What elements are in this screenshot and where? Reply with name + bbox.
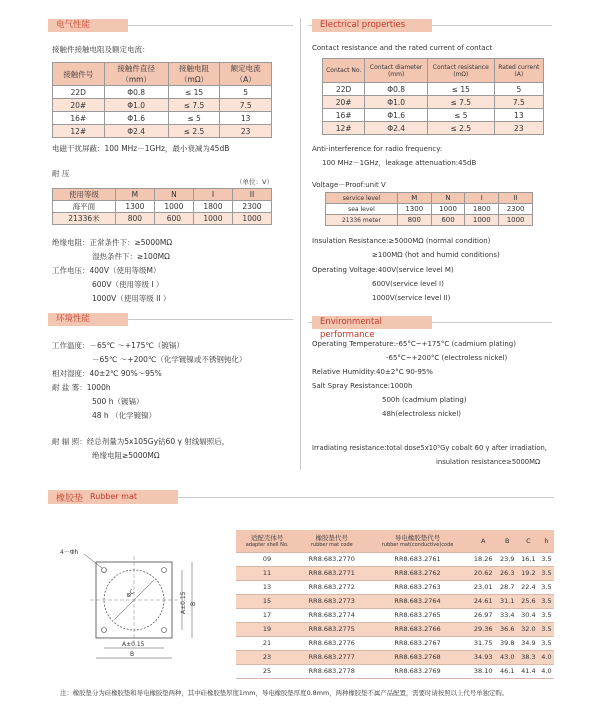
rubber-mat-table: [236, 530, 554, 679]
table-cell: 30.4: [518, 608, 539, 622]
table-header-row: [326, 193, 533, 204]
cn-insulation-2: 湿热条件下：≥100MΩ: [92, 252, 170, 261]
table-cell: 15: [236, 594, 298, 608]
divider-line: [432, 322, 552, 323]
table-row: [323, 83, 544, 96]
table-cell: 26.97: [470, 608, 497, 622]
table-cell: RR8.683.2764: [365, 594, 469, 608]
cn-salt-1: 耐 盐 雾：1000h: [52, 383, 111, 392]
table-cell: 18.26: [470, 552, 497, 566]
table-cell: 26.3: [497, 566, 518, 580]
table-cell: 3.5: [539, 622, 554, 636]
table-cell: 25: [236, 664, 298, 678]
table-cell: 22.4: [518, 580, 539, 594]
table-cell: ≤ 2.5: [168, 125, 220, 138]
table-cell: 3.5: [539, 566, 554, 580]
table-header-cell: 接触件直径 （mm）: [104, 63, 168, 86]
table-cell: RR8.683.2767: [365, 636, 469, 650]
table-cell: Φ2.4: [365, 122, 428, 135]
label-a-bottom: A±0.15: [122, 641, 145, 648]
mat-title-en: Rubber mat: [90, 492, 138, 501]
table-cell: 13: [236, 580, 298, 594]
table-cell: 34.9: [518, 636, 539, 650]
table-header-cell: [470, 530, 497, 552]
table-cell: 36.6: [497, 622, 518, 636]
table-cell: Φ1.6: [365, 109, 428, 122]
cn-elec-title: 电气性能: [48, 19, 128, 32]
table-row: [53, 86, 272, 99]
divider-line: [178, 497, 554, 498]
en-voltage-title: Voltage－Proof:unit V: [312, 181, 386, 189]
table-cell: 38.10: [470, 664, 497, 678]
table-row: [326, 215, 533, 226]
table-cell: 800: [397, 215, 431, 226]
header-cn: 橡胶垫代号: [315, 534, 349, 543]
table-cell: RR8.683.2769: [365, 664, 469, 678]
table-cell: Φ2.4: [104, 125, 168, 138]
table-cell: 2300: [499, 204, 533, 215]
table-cell: 25.6: [518, 594, 539, 608]
label-c: ΦC: [125, 588, 137, 600]
table-cell: 29.36: [470, 622, 497, 636]
table-header-cell: 接触件号: [53, 63, 105, 86]
table-cell: 46.1: [497, 664, 518, 678]
divider-line: [128, 25, 293, 26]
table-cell: 23: [220, 125, 272, 138]
table-cell: RR8.683.2773: [298, 594, 365, 608]
table-header-cell: [518, 530, 539, 552]
table-row: [236, 636, 554, 650]
table-row: [236, 664, 554, 678]
table-cell: RR8.683.2762: [365, 566, 469, 580]
header-en: adapter shell No.: [245, 542, 289, 549]
table-cell: 20#: [53, 99, 105, 112]
table-cell: 11: [236, 566, 298, 580]
cn-salt-2: 500 h（镀镉）: [92, 397, 144, 406]
table-header-cell: Contact diameter (mm): [365, 59, 428, 83]
table-cell: RR8.683.2765: [365, 608, 469, 622]
table-cell: RR8.683.2775: [298, 622, 365, 636]
table-cell: 12#: [53, 125, 105, 138]
en-rad-1: Irradiating resistance:total dose5x10⁵Gy cobalt 60 γ after irradiation,: [312, 444, 547, 452]
table-cell: 1800: [465, 204, 499, 215]
cn-contact-caption: 接触件接触电阻及额定电流：: [52, 45, 150, 54]
table-header-row: [236, 530, 554, 552]
table-cell: RR8.683.2761: [365, 552, 469, 566]
table-cell: Φ1.6: [104, 112, 168, 125]
table-row: [236, 650, 554, 664]
table-cell: 20.62: [470, 566, 497, 580]
table-row: [236, 594, 554, 608]
table-row: [323, 96, 544, 109]
table-cell: 38.3: [518, 650, 539, 664]
table-header-cell: M: [115, 189, 154, 201]
table-cell: ≤ 7.5: [168, 99, 220, 112]
mounting-hole: [162, 628, 167, 633]
label-b-side: B: [190, 601, 197, 606]
header-cn: 导电橡胶垫代号: [394, 534, 441, 543]
table-cell: 32.0: [518, 622, 539, 636]
cn-voltage-title: 耐 压: [52, 169, 70, 178]
table-cell: 3.5: [539, 552, 554, 566]
table-cell: 1000: [431, 204, 465, 215]
table-row: [53, 213, 272, 225]
table-cell: 28.7: [497, 580, 518, 594]
table-cell: 1000: [465, 215, 499, 226]
table-header-row: [53, 189, 272, 201]
cn-emi: 电磁干扰屏蔽：100 MHz－1GHz，最小衰减为45dB: [52, 144, 230, 153]
table-cell: 23.01: [470, 580, 497, 594]
table-header-cell: Contact No.: [323, 59, 365, 83]
header-cn: 适配壳体号: [250, 534, 284, 543]
table-cell: 1300: [397, 204, 431, 215]
table-cell: 3.5: [539, 608, 554, 622]
en-elec-title: Electrical properties: [312, 19, 432, 32]
table-cell: 13: [494, 109, 543, 122]
cn-working-3: 1000V（使用等级 II ）: [92, 294, 171, 303]
table-cell: 3.5: [539, 636, 554, 650]
table-cell: ≤ 15: [168, 86, 220, 99]
table-cell: 31.75: [470, 636, 497, 650]
table-cell: 20#: [323, 96, 365, 109]
table-cell: 33.4: [497, 608, 518, 622]
table-cell: RR8.683.2777: [298, 650, 365, 664]
en-emi-2: 100 MHz－1GHz，leakage attenuation:45dB: [322, 159, 477, 167]
table-cell: 7.5: [494, 96, 543, 109]
mat-note: 注：橡胶垫分为硅橡胶垫和导电橡胶垫两种，其中硅橡胶垫厚度1mm，导电橡胶垫厚度0.8mm，两种橡胶垫不属产品配置，需要时请按照以上代号单独定购。: [60, 689, 509, 697]
en-rad-2: insulation resistance≥5000MΩ: [436, 458, 541, 466]
cn-working-2: 600V（使用等级 I ）: [92, 280, 164, 289]
table-cell: RR8.683.2766: [365, 622, 469, 636]
table-cell: ≤ 5: [427, 109, 494, 122]
table-row: [53, 125, 272, 138]
table-row: [236, 580, 554, 594]
table-row: [236, 566, 554, 580]
en-contact-caption: Contact resistance and the rated current of contact: [312, 44, 493, 52]
en-insulation-2: ≥100MΩ (hot and humid conditions): [372, 251, 500, 259]
label-a-side: A±0.15: [180, 591, 187, 614]
hole-leader: [84, 554, 102, 568]
table-cell: 23.9: [497, 552, 518, 566]
table-cell: RR8.683.2763: [365, 580, 469, 594]
table-cell: Φ1.0: [104, 99, 168, 112]
table-cell: 23: [494, 122, 543, 135]
table-header-cell: II: [499, 193, 533, 204]
table-cell: 16.1: [518, 552, 539, 566]
table-header-cell: II: [232, 189, 271, 201]
en-temp-1: Operating Temperature:-65°C~+175°C (cadmium plating): [312, 340, 516, 348]
table-cell: 16#: [53, 112, 105, 125]
table-cell: 7.5: [220, 99, 272, 112]
header-cn: h: [544, 536, 549, 545]
table-header-cell: M: [397, 193, 431, 204]
cn-salt-3: 48 h （化学镀镍）: [92, 411, 157, 420]
table-cell: ≤ 5: [168, 112, 220, 125]
table-cell: 1000: [154, 201, 193, 213]
table-cell: 1300: [115, 201, 154, 213]
table-row: [53, 201, 272, 213]
en-insulation-1: Insulation Resistance:≥5000MΩ (normal condition): [312, 237, 491, 245]
cn-rad-1: 耐 辐 照：经总剂量为5x105Gy钴60 γ 射线辐照后，: [52, 437, 230, 446]
rubber-mat-drawing: [60, 548, 210, 668]
table-cell: ≤ 15: [427, 83, 494, 96]
en-salt-2: 500h (cadmium plating): [382, 396, 467, 404]
table-cell: Φ1.0: [365, 96, 428, 109]
en-working-2: 600V(service level I): [372, 280, 444, 288]
table-cell: Φ0.8: [104, 86, 168, 99]
table-cell: RR8.683.2774: [298, 608, 365, 622]
en-salt-1: Salt Spray Resistance:1000h: [312, 382, 413, 390]
table-header-cell: N: [154, 189, 193, 201]
table-cell: 海平面: [53, 201, 116, 213]
en-emi-1: Anti-interference for radio frequency:: [312, 145, 443, 153]
en-voltage-table: [325, 192, 533, 226]
table-cell: 1000: [232, 213, 271, 225]
table-row: [236, 608, 554, 622]
cn-insulation-1: 绝缘电阻：正常条件下：≥5000MΩ: [52, 238, 173, 247]
table-cell: 21: [236, 636, 298, 650]
table-cell: 23: [236, 650, 298, 664]
table-cell: Φ0.8: [365, 83, 428, 96]
table-header-cell: Rated current (A): [494, 59, 543, 83]
table-cell: RR8.683.2772: [298, 580, 365, 594]
cn-humidity: 相对湿度：40±2℃ 90%～95%: [52, 369, 162, 378]
mounting-hole: [102, 568, 107, 573]
table-row: [323, 122, 544, 135]
table-cell: 22D: [323, 83, 365, 96]
table-cell: ≤ 2.5: [427, 122, 494, 135]
header-cn: B: [505, 536, 510, 545]
header-cn: A: [480, 536, 486, 545]
en-working-1: Operating Voltage:400V(service level M): [312, 266, 454, 274]
table-cell: 600: [154, 213, 193, 225]
table-cell: 21336米: [53, 213, 116, 225]
table-cell: 39.8: [497, 636, 518, 650]
cn-temp-1: 工作温度：－65℃ ～+175℃（镀镉）: [52, 341, 184, 350]
table-cell: 24.61: [470, 594, 497, 608]
divider-line: [432, 25, 552, 26]
table-cell: 41.4: [518, 664, 539, 678]
table-header-cell: [365, 530, 469, 552]
table-cell: RR8.683.2771: [298, 566, 365, 580]
table-cell: ≤ 7.5: [427, 96, 494, 109]
table-cell: 17: [236, 608, 298, 622]
table-cell: RR8.683.2776: [298, 636, 365, 650]
table-cell: 3.5: [539, 580, 554, 594]
hole-label: 4－Φh: [60, 549, 79, 556]
table-cell: 09: [236, 552, 298, 566]
table-header-cell: Contact resistance (mΩ): [427, 59, 494, 83]
mat-title-bar: [48, 490, 178, 504]
table-cell: 2300: [232, 201, 271, 213]
table-cell: 1000: [193, 213, 232, 225]
cn-temp-2: －65℃ ～+200℃（化学镀镍或不锈钢钝化）: [92, 355, 247, 364]
table-cell: 5: [494, 83, 543, 96]
table-cell: 16#: [323, 109, 365, 122]
table-header-cell: [497, 530, 518, 552]
en-env-title: Environmental performance: [312, 316, 432, 329]
table-header-cell: 接触电阻 （mΩ）: [168, 63, 220, 86]
table-cell: 43.0: [497, 650, 518, 664]
en-working-3: 1000V(service level II): [372, 294, 451, 302]
cn-rad-2: 绝缘电阻≥5000MΩ: [92, 451, 160, 460]
mounting-hole: [102, 628, 107, 633]
table-header-row: [323, 59, 544, 83]
table-cell: 22D: [53, 86, 105, 99]
mounting-hole: [162, 568, 167, 573]
en-temp-2: -65°C~+200°C (electroless nickel): [386, 354, 508, 362]
cn-contact-table: [52, 62, 272, 138]
table-header-cell: [298, 530, 365, 552]
label-b-bottom: B: [130, 651, 135, 658]
table-row: [53, 112, 272, 125]
table-cell: 1800: [193, 201, 232, 213]
table-cell: 13: [220, 112, 272, 125]
table-cell: 19.2: [518, 566, 539, 580]
table-cell: 34.93: [470, 650, 497, 664]
table-cell: 4.0: [539, 664, 554, 678]
en-contact-table: [322, 58, 544, 135]
table-cell: 19: [236, 622, 298, 636]
mat-title-cn: 橡胶垫: [56, 494, 84, 504]
column-divider: [300, 18, 301, 470]
header-cn: C: [526, 536, 531, 545]
table-row: [53, 99, 272, 112]
table-cell: RR8.683.2770: [298, 552, 365, 566]
table-cell: RR8.683.2768: [365, 650, 469, 664]
table-header-cell: I: [465, 193, 499, 204]
cn-voltage-table: [52, 188, 272, 225]
cn-env-title: 环境性能: [48, 313, 128, 326]
table-header-cell: [539, 530, 554, 552]
table-cell: 31.1: [497, 594, 518, 608]
table-cell: 800: [115, 213, 154, 225]
table-header-cell: I: [193, 189, 232, 201]
table-header-cell: 额定电流 （A）: [220, 63, 272, 86]
cn-voltage-unit: （单位：V）: [236, 178, 273, 186]
table-header-row: [53, 63, 272, 86]
table-cell: sea level: [326, 204, 398, 215]
table-header-cell: [236, 530, 298, 552]
table-row: [236, 552, 554, 566]
table-cell: 5: [220, 86, 272, 99]
table-cell: 1000: [499, 215, 533, 226]
table-cell: 12#: [323, 122, 365, 135]
table-cell: 600: [431, 215, 465, 226]
table-header-cell: 使用等级: [53, 189, 116, 201]
cn-working-1: 工作电压：400V（使用等级M）: [52, 266, 161, 275]
table-header-cell: service level: [326, 193, 398, 204]
table-cell: 3.5: [539, 594, 554, 608]
divider-line: [128, 319, 293, 320]
en-humidity: Relative Humidity:40±2°C 90-95%: [312, 368, 433, 376]
table-row: [323, 109, 544, 122]
table-cell: 21336 meter: [326, 215, 398, 226]
table-cell: 4.0: [539, 650, 554, 664]
header-en: rubber mat code: [310, 542, 353, 549]
table-cell: RR8.683.2778: [298, 664, 365, 678]
en-salt-3: 48h(electroless nickel): [382, 410, 462, 418]
header-en: rubber mat(conductive)code: [381, 542, 454, 549]
table-header-cell: N: [431, 193, 465, 204]
table-row: [236, 622, 554, 636]
table-row: [326, 204, 533, 215]
